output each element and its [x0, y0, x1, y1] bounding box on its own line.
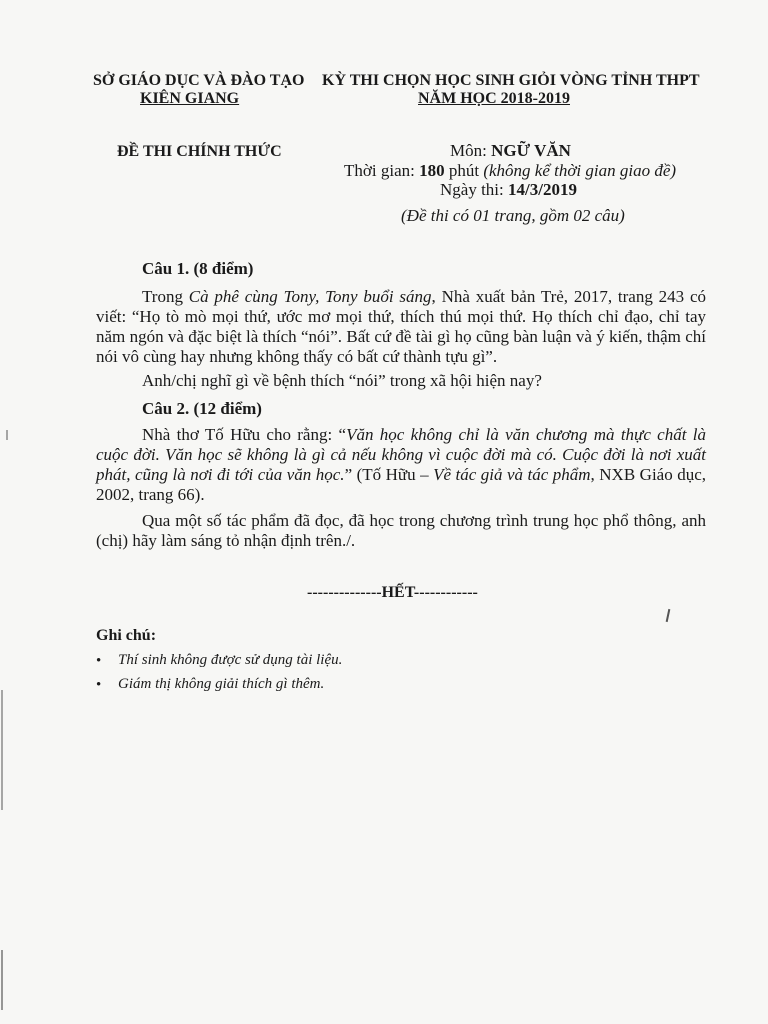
scan-mark: [666, 609, 671, 622]
note-item: [96, 676, 325, 693]
q1-text-b: , Nhà xuất bản Trẻ, 2017, trang 243 có viết: “Họ tò mò mọi thứ, ước mơ mọi thứ, thích thú mọi thứ. Họ thích chỉ đạo, chỉ tay năm ngón và đặc biệt là thích “nói”. Bất cứ đề tài gì họ cũng bàn luận và ý kiến, thậm chí nói vô cùng hay nhưng không thấy có bất cứ thành tựu gì”.: [96, 287, 706, 366]
note-text: Thí sinh không được sử dụng tài liệu.: [118, 652, 343, 668]
q2-text-b: ” (Tố Hữu –: [344, 465, 434, 484]
q2-text-a: Nhà thơ Tố Hữu cho rằng: “: [142, 425, 347, 444]
q2-text-c: , NXB Giáo dục, 2002, trang 66).: [96, 465, 706, 504]
exam-title: KỲ THI CHỌN HỌC SINH GIỎI VÒNG TỈNH THPT: [322, 72, 700, 89]
date-label: Ngày thi:: [440, 180, 508, 199]
bullet-icon: •: [96, 677, 102, 693]
official-label: ĐỀ THI CHÍNH THỨC: [117, 143, 282, 160]
school-year: NĂM HỌC 2018-2019: [418, 90, 570, 107]
question-2-prompt: Qua một số tác phẩm đã đọc, đã học trong chương trình trung học phổ thông, anh (chị) hãy làm sáng tỏ nhận định trên./.: [96, 511, 706, 550]
note-text: Giám thị không giải thích gì thêm.: [118, 676, 325, 692]
time-value: 180: [419, 161, 445, 180]
q1-text-a: Trong: [142, 287, 189, 306]
scan-mark: [1, 950, 3, 1010]
question-1-prompt: Anh/chị nghĩ gì về bệnh thích “nói” trong xã hội hiện nay?: [142, 371, 542, 390]
question-1-title: Câu 1. (8 điểm): [142, 259, 254, 278]
department-name: SỞ GIÁO DỤC VÀ ĐÀO TẠO: [93, 72, 305, 89]
time-note: (không kể thời gian giao đề): [483, 161, 677, 180]
subject-line: [450, 141, 571, 161]
q2-book-title: Về tác giả và tác phẩm: [433, 465, 591, 484]
bullet-icon: •: [96, 653, 102, 669]
notes-title: Ghi chú:: [96, 627, 157, 644]
subject-name: NGỮ VĂN: [491, 141, 571, 160]
scan-mark: [1, 690, 3, 810]
scan-mark: [6, 430, 8, 440]
q2-quote: Văn học không chỉ là văn chương mà thực chất là cuộc đời. Văn học sẽ không là gì cả nếu không vì cuộc đời mà có. Cuộc đời là nơi xuất phát, cũng là nơi đi tới của văn học.: [96, 425, 706, 484]
date-value: 14/3/2019: [508, 180, 577, 199]
date-line: [440, 180, 577, 200]
subject-label: Môn:: [450, 141, 492, 160]
q1-book-title: Cà phê cùng Tony, Tony buổi sáng: [188, 287, 432, 306]
end-mark: --------------HẾT------------: [307, 584, 478, 601]
province-name: KIÊN GIANG: [140, 90, 240, 107]
note-item: [96, 652, 343, 669]
question-2-title: Câu 2. (12 điểm): [142, 399, 262, 418]
pages-note: (Đề thi có 01 trang, gồm 02 câu): [401, 206, 625, 225]
question-1-paragraph: [96, 287, 706, 367]
time-label: Thời gian:: [344, 161, 420, 180]
time-line: [344, 161, 676, 181]
time-unit: phút: [444, 161, 484, 180]
question-2-paragraph: [96, 425, 706, 505]
